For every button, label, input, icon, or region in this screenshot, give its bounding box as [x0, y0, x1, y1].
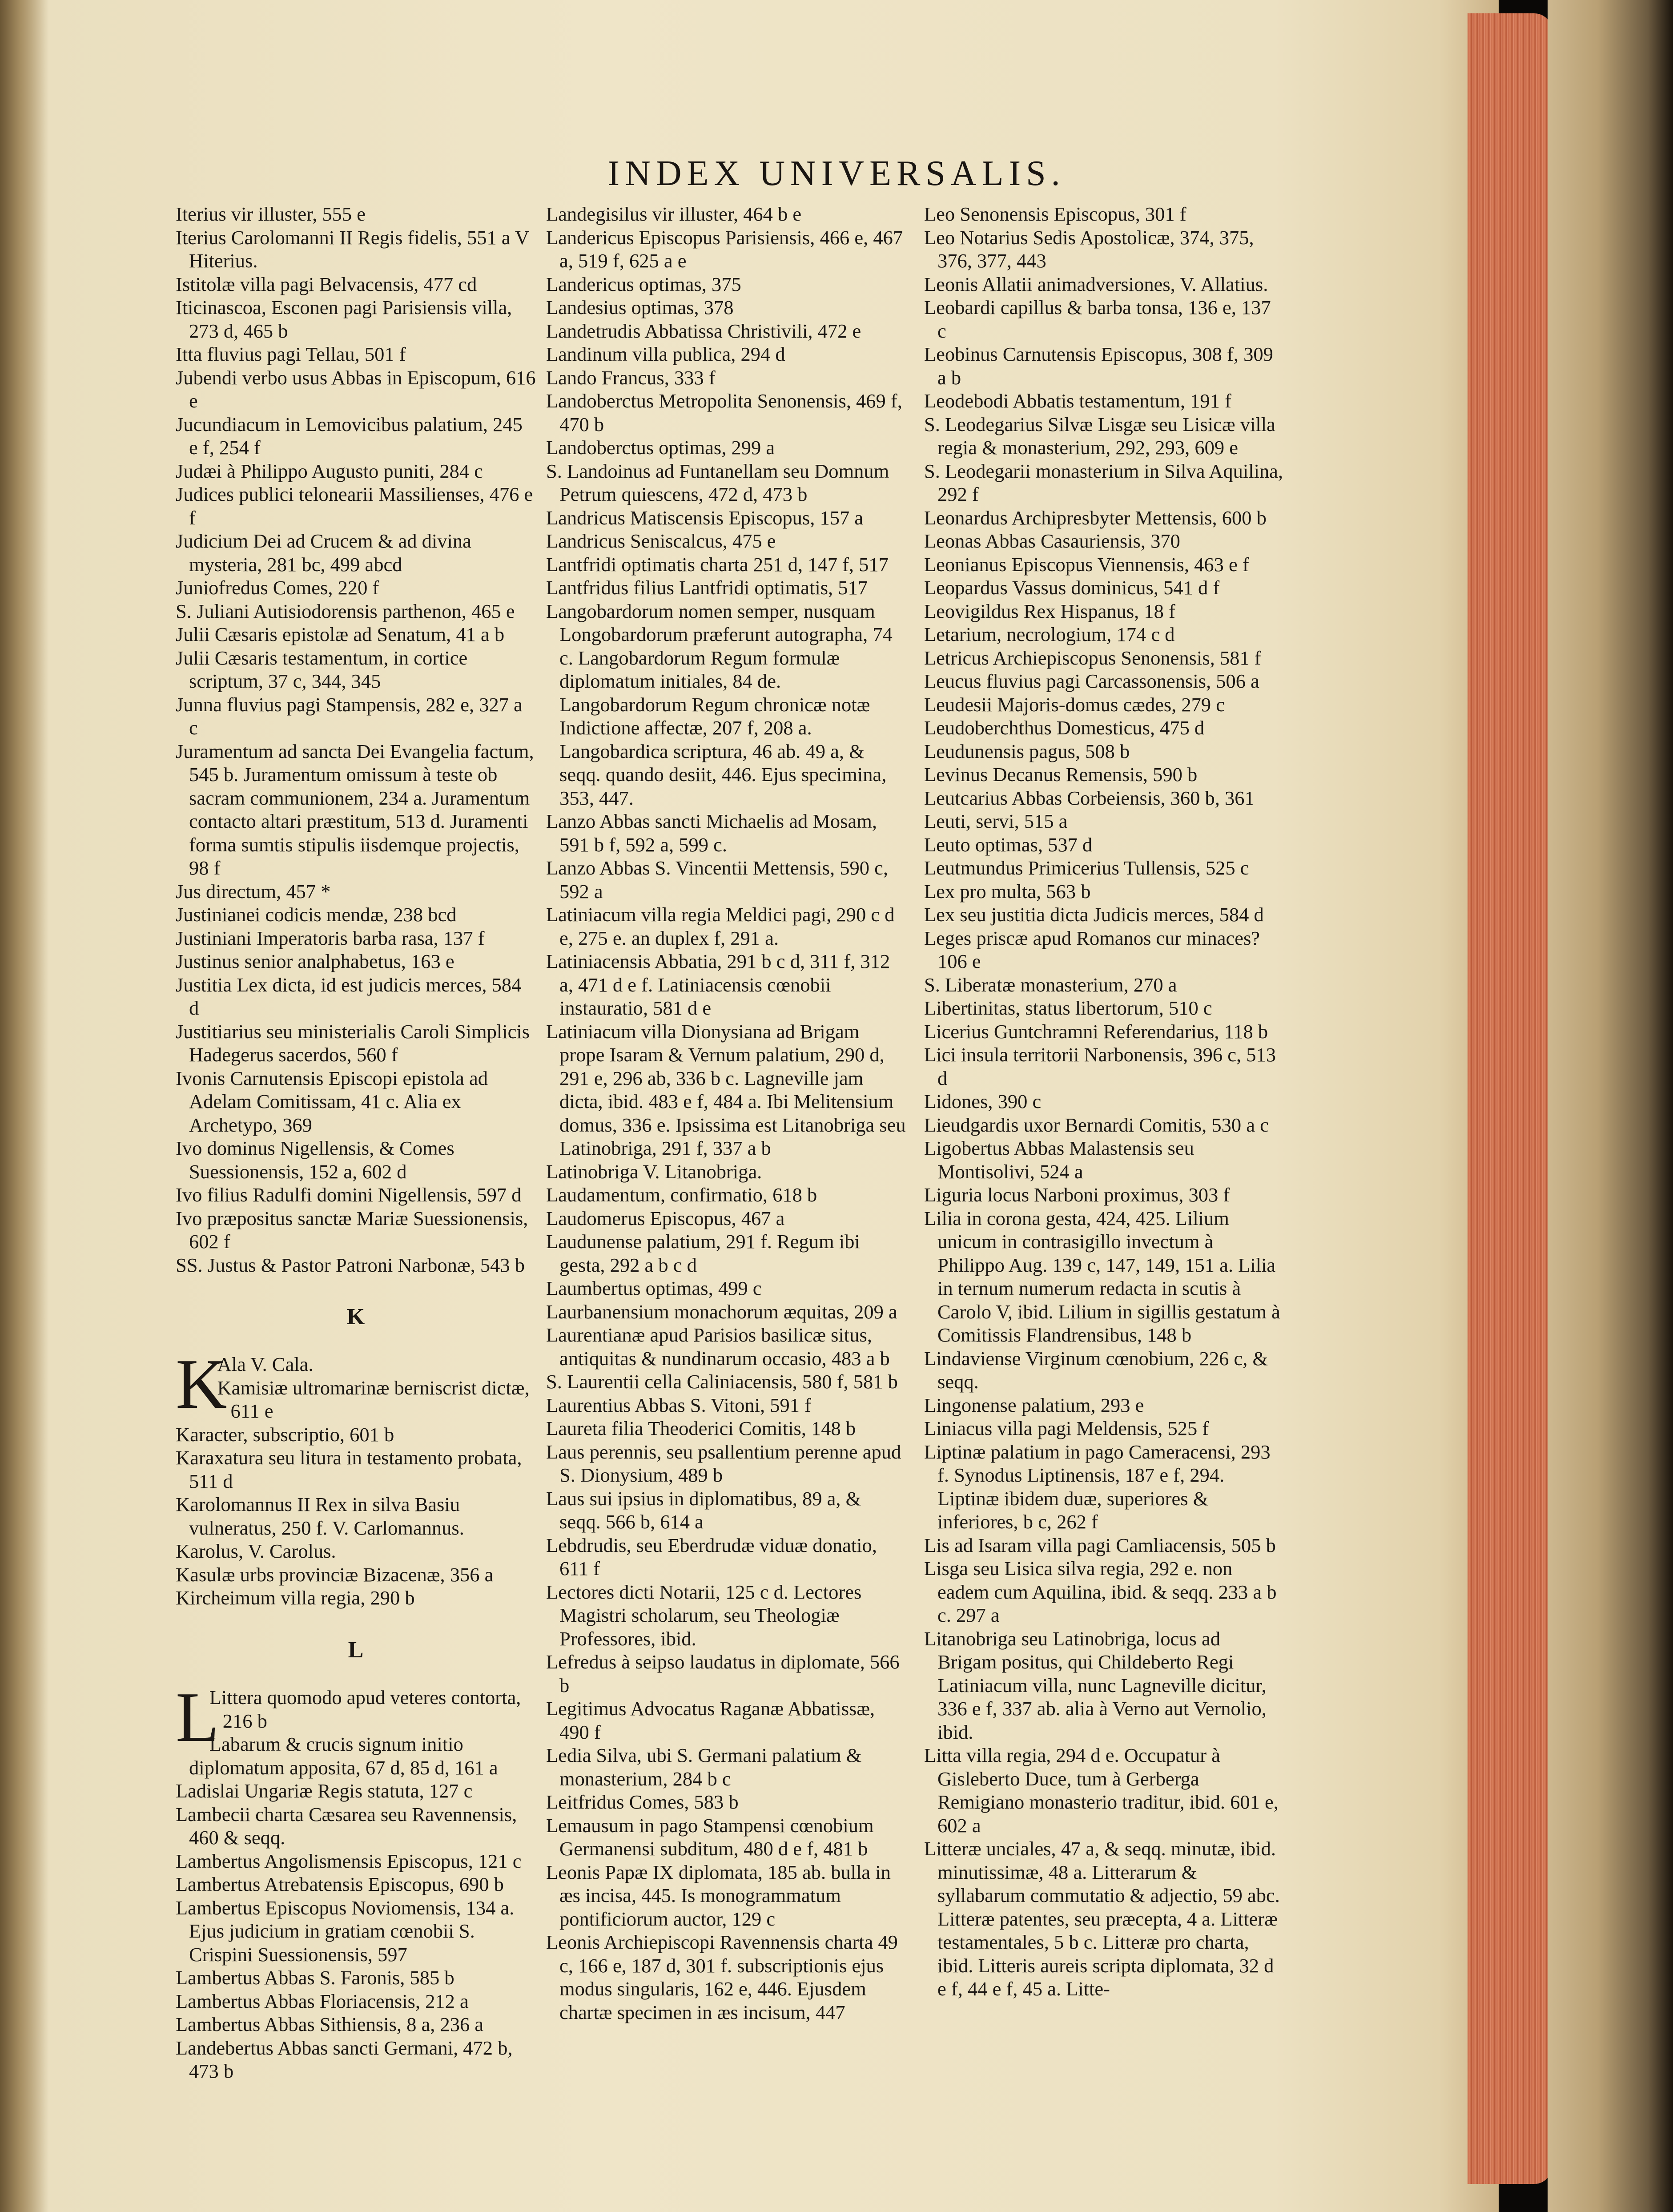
index-entry: Litanobriga seu Latinobriga, locus ad Brigam positus, qui Childeberto Regi Latiniacum villa, nunc Lagneville dicitur, 336 e f, 337 ab. alia à Verno aut Vernolio, ibid. [924, 1627, 1267, 1743]
page-header: INDEX UNIVERSALIS. [607, 154, 1066, 193]
page-gutter-shadow [0, 0, 49, 2212]
index-column-3 [924, 202, 1645, 2195]
index-entry: Kircheimum villa regia, 290 b [176, 1587, 415, 1609]
index-entry: Lantfridi optimatis charta 251 d, 147 f, 517 [546, 553, 889, 576]
index-entry: Laurbanensium monachorum æquitas, 209 a [546, 1300, 897, 1323]
index-entry: Ivonis Carnutensis Episcopi epistola ad Adelam Comitissam, 41 c. Alia ex Archetypo, 369 [176, 1067, 488, 1136]
index-entry: Jubendi verbo usus Abbas in Episcopum, 616 e [176, 366, 536, 412]
index-entry: Julii Cæsaris epistolæ ad Senatum, 41 a b [176, 623, 505, 645]
index-entry: Lambertus Atrebatensis Episcopus, 690 b [176, 1873, 504, 1896]
index-entry: Lanzo Abbas S. Vincentii Mettensis, 590 c, 592 a [546, 857, 888, 903]
index-entry: Landericus Episcopus Parisiensis, 466 e, 467 a, 519 f, 625 a e [546, 226, 903, 272]
index-entry: SS. Justus & Pastor Patroni Narbonæ, 543 b [176, 1253, 525, 1276]
index-entry: Juramentum ad sancta Dei Evangelia factum, 545 b. Juramentum omissum à teste ob sacram communionem, 234 a. Juramentum contacto altari præstitum, 513 d. Juramenti forma sumtis stipulis iisdemque projectis, 98 f [176, 740, 534, 879]
index-entry: Lilia in corona gesta, 424, 425. Lilium unicum in contrasigillo invectum à Philippo Aug. 139 c, 147, 149, 151 a. Lilia in ternum numerum redacta in scutis à Carolo V, ibid. Lilium in sigillis gestatum à Comitissis Flandrensibus, 148 b [924, 1207, 1280, 1346]
index-entry: Leonis Papæ IX diplomata, 185 ab. bulla in æs incisa, 445. Is monogrammatum pontificiorum auctor, 129 c [546, 1861, 891, 1930]
index-entry: Ligobertus Abbas Malastensis seu Montisolivi, 524 a [924, 1137, 1194, 1183]
index-entry: Justinus senior analphabetus, 163 e [176, 950, 454, 972]
index-entry: Leudunensis pagus, 508 b [924, 740, 1130, 762]
index-entry: Justitiarius seu ministerialis Caroli Simplicis Hadegerus sacerdos, 560 f [176, 1020, 530, 1066]
index-entry: Ivo præpositus sanctæ Mariæ Suessionensis, 602 f [176, 1207, 528, 1253]
index-entry: Labarum & crucis signum initio diplomatum apposita, 67 d, 85 d, 161 a [189, 1733, 498, 1779]
index-entry: Lici insula territorii Narbonensis, 396 c, 513 d [924, 1044, 1276, 1089]
index-entry: Jucundiacum in Lemovicibus palatium, 245 e f, 254 f [176, 413, 523, 459]
index-entry: Leobardi capillus & barba tonsa, 136 e, 137 c [924, 296, 1271, 342]
index-entry: Landoberctus Metropolita Senonensis, 469 f, 470 b [546, 390, 902, 435]
index-entry: S. Leodegarii monasterium in Silva Aquilina, 292 f [924, 459, 1283, 505]
index-entry: Leutcarius Abbas Corbeiensis, 360 b, 361 [924, 786, 1255, 809]
index-entry: Letricus Archiepiscopus Senonensis, 581 f [924, 646, 1261, 669]
index-entry: Landoberctus optimas, 299 a [546, 436, 775, 459]
entries-i-j [176, 202, 536, 1277]
index-entry: Latiniacum villa regia Meldici pagi, 290 c d e, 275 e. an duplex f, 291 a. [546, 903, 895, 949]
index-entry: Ivo dominus Nigellensis, & Comes Suessionensis, 152 a, 602 d [176, 1137, 454, 1183]
index-entry: Leonas Abbas Casauriensis, 370 [924, 530, 1180, 552]
index-entry: Licerius Guntchramni Referendarius, 118 b [924, 1020, 1268, 1043]
index-entry: Lambertus Abbas S. Faronis, 585 b [176, 1966, 454, 1989]
index-entry: Kamisiæ ultromarinæ berniscrist dictæ, 611 e [217, 1376, 530, 1422]
index-entry: Landetrudis Abbatissa Christivili, 472 e [546, 319, 861, 342]
index-entry: Iticinascoa, Esconen pagi Parisiensis villa, 273 d, 465 b [176, 296, 512, 342]
index-entry: Lefredus à seipso laudatus in diplomate, 566 b [546, 1651, 900, 1696]
index-entry: S. Landoinus ad Funtanellam seu Domnum Petrum quiescens, 472 d, 473 b [546, 459, 889, 505]
index-entry: Lieudgardis uxor Bernardi Comitis, 530 a c [924, 1113, 1269, 1136]
index-entry: Justiniani Imperatoris barba rasa, 137 f [176, 927, 485, 949]
index-entry: Liptinæ palatium in pago Cameracensi, 293 f. Synodus Liptinensis, 187 e f, 294. Liptinæ ibidem duæ, superiores & inferiores, b c, 262 f [924, 1440, 1271, 1533]
index-entry: Leitfridus Comes, 583 b [546, 1791, 739, 1813]
index-entry: Lambecii charta Cæsarea seu Ravennensis, 460 & seqq. [176, 1803, 517, 1849]
index-entry: Lambertus Abbas Sithiensis, 8 a, 236 a [176, 2013, 484, 2036]
index-entry: Lex seu justitia dicta Judicis merces, 584 d [924, 903, 1264, 926]
index-entry: Karolus, V. Carolus. [176, 1540, 336, 1563]
entries-le-li [924, 202, 1284, 2001]
index-entry: Laumbertus optimas, 499 c [546, 1277, 762, 1299]
index-entry: Lambertus Abbas Floriacensis, 212 a [176, 1990, 469, 2012]
index-entry: Litta villa regia, 294 d e. Occupatur à Gisleberto Duce, tum à Gerberga Remigiano monasterio traditur, ibid. 601 e, 602 a [924, 1744, 1279, 1837]
index-entry: Latinobriga V. Litanobriga. [546, 1160, 762, 1183]
dropcap-k: K [176, 1344, 227, 1424]
index-entry: Lambertus Episcopus Noviomensis, 134 a. Ejus judicium in gratiam cœnobii S. Crispini Suessionensis, 597 [176, 1896, 515, 1966]
index-entry: Iterius vir illuster, 555 e [176, 203, 366, 225]
index-entry: Leudoberchthus Domesticus, 475 d [924, 717, 1205, 739]
index-entry: Leonis Allatii animadversiones, V. Allatius. [924, 273, 1268, 295]
index-entry: Laureta filia Theoderici Comitis, 148 b [546, 1417, 856, 1439]
index-entry: Legitimus Advocatus Raganæ Abbatissæ, 490 f [546, 1697, 875, 1743]
index-entry: S. Leodegarius Silvæ Lisgæ seu Lisicæ villa regia & monasterium, 292, 293, 609 e [924, 413, 1275, 459]
index-entry: Leobinus Carnutensis Episcopus, 308 f, 309 a b [924, 343, 1273, 389]
index-entry: Lantfridus filius Lantfridi optimatis, 517 [546, 576, 868, 599]
index-entry: Lambertus Angolismensis Episcopus, 121 c [176, 1849, 522, 1872]
index-entry: Lis ad Isaram villa pagi Camliacensis, 505 b [924, 1534, 1276, 1556]
index-entry: Karacter, subscriptio, 601 b [176, 1423, 394, 1446]
index-entry: Leovigildus Rex Hispanus, 18 f [924, 600, 1175, 622]
index-entry: Laurentius Abbas S. Vitoni, 591 f [546, 1394, 811, 1416]
index-entry: Karolomannus II Rex in silva Basiu vulneratus, 250 f. V. Carlomannus. [176, 1493, 464, 1539]
index-entry: Laudunense palatium, 291 f. Regum ibi gesta, 292 a b c d [546, 1230, 860, 1276]
index-entry: Leopardus Vassus dominicus, 541 d f [924, 576, 1220, 599]
entries-la-le [546, 202, 906, 2024]
index-entry: S. Juliani Autisiodorensis parthenon, 465 e [176, 600, 515, 622]
index-entry: Istitolæ villa pagi Belvacensis, 477 cd [176, 273, 477, 295]
index-entry: Iterius Carolomanni II Regis fidelis, 551 a V Hiterius. [176, 226, 529, 272]
index-entry: Judices publici telonearii Massilienses, 476 e f [176, 483, 533, 529]
dropcap-l: L [176, 1677, 219, 1757]
index-entry: Jus directum, 457 * [176, 880, 331, 903]
entries-k [176, 1376, 536, 1610]
index-entry: Laudamentum, confirmatio, 618 b [546, 1184, 817, 1206]
index-entry: Leudesii Majoris-domus cædes, 279 c [924, 693, 1225, 716]
index-entry: Leo Notarius Sedis Apostolicæ, 374, 375, 376, 377, 443 [924, 226, 1254, 272]
index-entry: Liguria locus Narboni proximus, 303 f [924, 1184, 1230, 1206]
index-entry: Ladislai Ungariæ Regis statuta, 127 c [176, 1780, 473, 1802]
index-entry: Lindaviense Virginum cœnobium, 226 c, & seqq. [924, 1347, 1268, 1393]
index-entry: Liniacus villa pagi Meldensis, 525 f [924, 1417, 1209, 1439]
index-entry: Landricus Matiscensis Episcopus, 157 a [546, 506, 864, 529]
index-entry: Junna fluvius pagi Stampensis, 282 e, 327 a c [176, 693, 523, 739]
index-entry: Landericus optimas, 375 [546, 273, 741, 295]
index-entry: Landricus Seniscalcus, 475 e [546, 530, 776, 552]
index-entry: Kasulæ urbs provinciæ Bizacenæ, 356 a [176, 1563, 494, 1586]
index-entry: Leuto optimas, 537 d [924, 833, 1093, 856]
index-entry: Laurentianæ apud Parisios basilicæ situs, antiquitas & nundinarum occasio, 483 a b [546, 1324, 890, 1370]
index-entry: Leuti, servi, 515 a [924, 810, 1068, 832]
index-entry: Letarium, necrologium, 174 c d [924, 623, 1175, 645]
index-entry: Judicium Dei ad Crucem & ad divina mysteria, 281 bc, 499 abcd [176, 530, 471, 576]
index-entry: Libertinitas, status libertorum, 510 c [924, 997, 1212, 1019]
index-entry: Lando Francus, 333 f [546, 366, 716, 389]
index-entry: Landebertus Abbas sancti Germani, 472 b, 473 b [176, 2036, 513, 2083]
index-entry: Lidones, 390 c [924, 1090, 1042, 1112]
index-entry: Lingonense palatium, 293 e [924, 1394, 1144, 1416]
index-entry: Litteræ unciales, 47 a, & seqq. minutæ, ibid. minutissimæ, 48 a. Litterarum & syllabarum commutatio & adjectio, 59 abc. Litteræ patentes, seu præcepta, 4 a. Litteræ testamentales, 5 b c. Litteræ pro charta, ibid. Litteris aureis scripta diplomata, 32 d e f, 44 e f, 45 a. Litte- [924, 1837, 1280, 2000]
index-entry: Lisga seu Lisica silva regia, 292 e. non eadem cum Aquilina, ibid. & seqq. 233 a b c. 297 a [924, 1557, 1277, 1626]
index-entry: Leonis Archiepiscopi Ravennensis charta 49 c, 166 e, 187 d, 301 f. subscriptionis ejus modus singularis, 162 e, 446. Ejusdem chartæ specimen in æs incisum, 447 [546, 1931, 898, 2023]
index-entry: Lanzo Abbas sancti Michaelis ad Mosam, 591 b f, 592 a, 599 c. [546, 810, 877, 856]
index-entry: Karaxatura seu litura in testamento probata, 511 d [176, 1446, 522, 1492]
index-entry: Laus perennis, seu psallentium perenne apud S. Dionysium, 489 b [546, 1440, 901, 1486]
index-entry: S. Laurentii cella Caliniacensis, 580 f, 581 b [546, 1370, 898, 1393]
section-heading-k: K [346, 1304, 365, 1330]
index-entry: Ivo filius Radulfi domini Nigellensis, 597 d [176, 1184, 522, 1206]
index-entry: Landesius optimas, 378 [546, 296, 734, 318]
index-entry: Levinus Decanus Remensis, 590 b [924, 763, 1198, 786]
index-entry: Leodebodi Abbatis testamentum, 191 f [924, 390, 1231, 412]
index-entry: Latiniacensis Abbatia, 291 b c d, 311 f, 312 a, 471 d e f. Latiniacensis cœnobii instauratio, 581 d e [546, 950, 890, 1019]
index-entry: Lectores dicti Notarii, 125 c d. Lectores Magistri scholarum, seu Theologiæ Professores, ibid. [546, 1580, 862, 1650]
index-entry: Lex pro multa, 563 b [924, 880, 1091, 903]
index-entry: Langobardorum nomen semper, nusquam Longobardorum præferunt autographa, 74 c. Langobardorum Regum formulæ diplomatum initiales, 84 de. Langobardorum Regum chronicæ notæ Indictione affectæ, 207 f, 208 a. Langobardica scriptura, 46 ab. 49 a, & seqq. quando desiit, 446. Ejus specimina, 353, 447. [546, 600, 893, 809]
index-entry: Justitia Lex dicta, id est judicis merces, 584 d [176, 973, 522, 1019]
index-entry: Itta fluvius pagi Tellau, 501 f [176, 343, 406, 365]
index-entry: Landinum villa publica, 294 d [546, 343, 785, 365]
index-entry: Latiniacum villa Dionysiana ad Brigam prope Isaram & Vernum palatium, 290 d, 291 e, 296 ab, 336 b c. Lagneville jam dicta, ibid. 483 e f, 484 a. Ibi Melitensium domus, 336 e. Ipsissima est Litanobriga seu Latinobriga, 291 f, 337 a b [546, 1020, 906, 1159]
index-entry: Laudomerus Episcopus, 467 a [546, 1207, 785, 1229]
index-entry: Judæi à Philippo Augusto puniti, 284 c [176, 459, 483, 482]
index-entry: Littera quomodo apud veteres contorta, 216 b [209, 1686, 521, 1732]
index-entry: Leges priscæ apud Romanos cur minaces? 106 e [924, 927, 1260, 972]
index-entry: Leonardus Archipresbyter Mettensis, 600 b [924, 506, 1267, 529]
index-entry: Lebdrudis, seu Eberdrudæ viduæ donatio, 611 f [546, 1534, 877, 1579]
index-entry: Leonianus Episcopus Viennensis, 463 e f [924, 553, 1249, 576]
index-entry: Laus sui ipsius in diplomatibus, 89 a, & seqq. 566 b, 614 a [546, 1487, 861, 1533]
index-entry: Lemausum in pago Stampensi cœnobium Germanensi subditum, 480 d e f, 481 b [546, 1814, 874, 1860]
index-entry: Leutmundus Primicerius Tullensis, 525 c [924, 857, 1249, 879]
index-entry: Leucus fluvius pagi Carcassonensis, 506 a [924, 670, 1259, 692]
section-heading-l: L [348, 1637, 364, 1663]
index-entry: Ledia Silva, ubi S. Germani palatium & monasterium, 284 b c [546, 1744, 862, 1790]
index-entry: Justinianei codicis mendæ, 238 bcd [176, 903, 457, 926]
index-entry: S. Liberatæ monasterium, 270 a [924, 973, 1177, 996]
index-entry: Juniofredus Comes, 220 f [176, 576, 379, 599]
index-entry: Landegisilus vir illuster, 464 b e [546, 203, 802, 225]
entries-l [176, 1733, 536, 2083]
index-entry: Ala V. Cala. [217, 1353, 314, 1376]
index-entry: Julii Cæsaris testamentum, in cortice scriptum, 37 c, 344, 345 [176, 646, 468, 692]
index-entry: Leo Senonensis Episcopus, 301 f [924, 203, 1186, 225]
